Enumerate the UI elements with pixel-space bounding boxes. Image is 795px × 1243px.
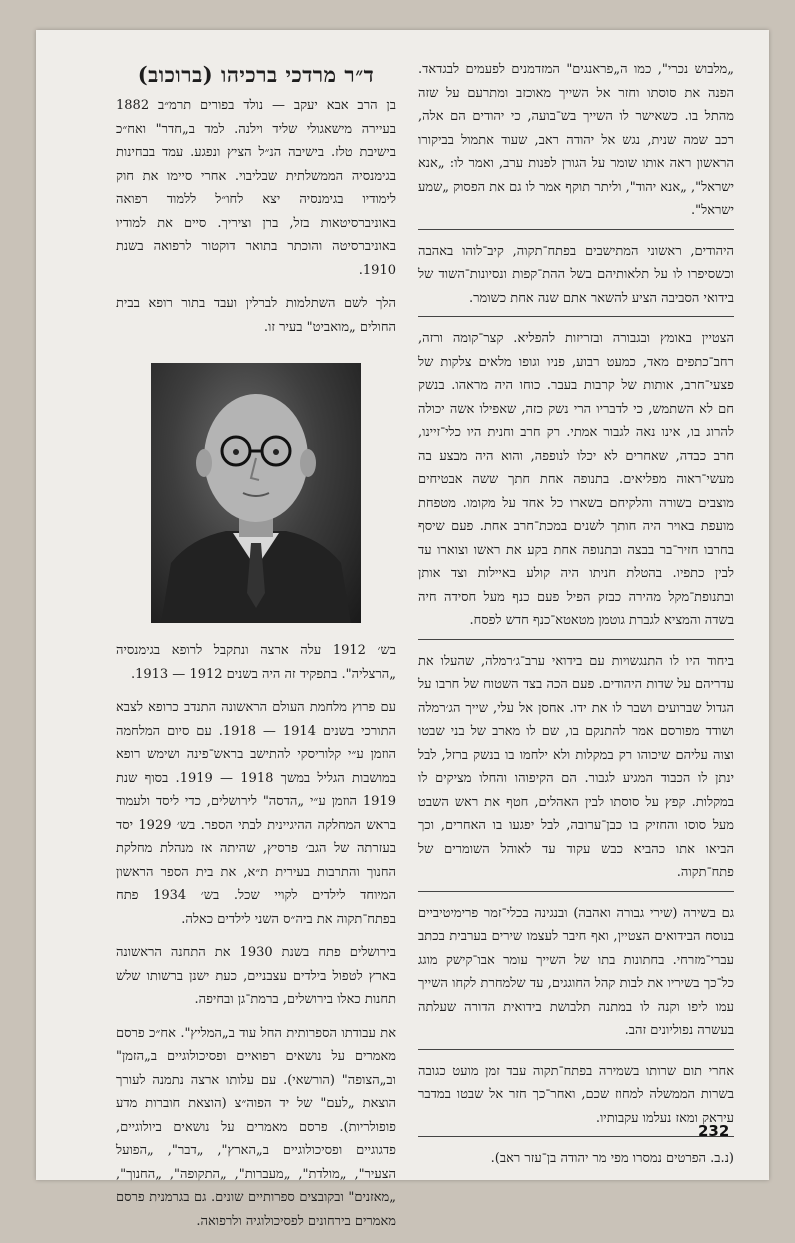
paragraph: גם בשירה (שירי גבורה ואהבה) ובנגינה בכלי־זמר פרימיטיביים בנוסח הבידואים הצטיין, ואף חיבר לעצמו שירים בערבית בכתב עברי־מזרחי. בחתונות בתו של השייך עומר אבו־קישק מוגג כל־כך בשיריו את לבות קהל החוגגים, עד שלמחרת לקחו השייך עמו ליפו וקנה לו במתנה תלבושת בידואית הדורה שעלתה בעשרה נפוליונים זהב.	[418, 902, 734, 1050]
portrait-illustration	[151, 363, 361, 623]
paragraph: הצטיין באומץ ובגבורה ובזריזות להפליא. קצר־קומה ורזה, רחב־כתפים מאד, כמעט רבוע, פניו וגופו מלאים צלקות של פצעי־חרב, אותות של קרבות בעבר. כוחו היה מראהו. בנשק חם לא השתמש, כי לדבריו הרי נשק כזה, שאפילו אשה יכולה להרוג בו, אינו נאה לגבור אמתי. רק חרב וחנית היו כלי־זיינו, חרב כבדה, שאחרים לא יכלו לנופפה, והוא היה מבצע בה מעשי־ראוה מפליאים. בתנופה אחת חתך ששה אבטיחים מוצבים בשורה והלקיחם בשארו כל אחד על מקומו. מטפחת מועפת באויר היה חותך לשנים במכת־חרב אחת. פעם שיסף בחרבו חזיר־בר בבצה ובתנופה אחת בקע את ראשו וצוארו עד לבין כתפיו. בהטלת חניתו היה קולע באיילות וצד אותן ובתנופת־מקל מהירה כבזק הפיל פעם כנף מעל חסידה חיה בשדה והמציא לגברת גוטמן מטאטא־כנף חדש לפסח.	[418, 327, 734, 640]
paragraph: ביחוד היו לו התנגשויות עם בידואי ערב־ג׳רמלה, שהעלו את עדריהם על שדות היהודים. פעם הכה בצד השטוח של חרבו על הגדול שברועים ושבר לו את ידו. אחסן אל עלי, שייך הג׳רמלה ושודד מפורסם אמר להתנקם בו, שם לו מארב של בני שבטו וצוה עליהם שיכוהו רק במקלות ולא ילחמו בו בנשק ברזל, לבל ינתן לו הכבוד המגיע לגבור. הם הקיפוהו והחלו מציקים לו במקלות. קפץ על סוסתו לבין האהלים, חטף את ראש השבט מעל סוסו והחזיק בו כבן־ערובה, לבל יפגעו בו האחרים, וכך הביאו אתו כהביא כבש עקוד עד לאוהל השומרים של פתח־תקוה.	[418, 650, 734, 892]
paragraph: הלך לשם השתלמות לברלין ועבד בתור רופא בבית החולים „מואביט" בעיר זו.	[116, 296, 396, 335]
paragraph: את עבודתו הספרותית החל עוד ב„המליץ". אח״כ פרסם מאמרים על נושאים רפואיים ופסיכולוגיים ב„הזמן" וב„הצופה" (הורשאי). עם עלותו ארצה נתמנה לעורך הוצאת „לעם" של יד הפוה״צ (הוצאת חוברות מדע פופולריות). פרסם מאמרים על נושאים ביולוגיים, פדגוגיים ופסיכולוגיים ב„הארץ", „דבר", „הפועל הצעיר", „מולדת", „מעברות", „התקופה", „החנוך", „מאזנים" ובקובצים ספרותיים שונים. גם בגרמנית פרסם מאמרים בירחונים לפסיכולוגיה ולרפואה.	[116, 1025, 396, 1229]
page-number: 232	[698, 1122, 730, 1140]
paragraph: היהודים, ראשוני המתישבים בפתח־תקוה, קיב־לוהו באהבה וכשסיפרו לו על תלאותיהם בשל ההת־קפות ונסיונות־השוד של בידואי הסביבה הציע להשאר אתם שנה אחת כשומר.	[418, 240, 734, 318]
document-page	[36, 30, 769, 1229]
paragraph: בירושלים פתח בשנת 1930 את התחנה הראשונה בארץ לטפול בילדים עצבניים, כעת ישנן ברשותו שלש תחנות כאלו בירושלים, ברמת־גן ובחיפה.	[116, 945, 396, 1007]
paragraph: בן הרב אבא יעקב — נולד בפורים תרמ״ב 1882 בעיירה מישאגולי שליד וילנה. למד ב„חדר" ואח״כ בישיבת טלז. בישיבה הנ״ל הציץ ונפגע. עמד בבחינות בגימנסיה הממשלתית שבליבוי. אחרי סיימו את חוק לימודיו בגימנסיה יצא לחו״ל ללמוד רפואה באוניברסיטאות בזל, ברן וציריך. סיים את למודיו באוניברסיטה והוכתר בתואר דוקטור לרפואה בשנת 1910.	[116, 98, 396, 278]
paragraph: „מלבוש נכרי", כמו ה„פראנגים" המזדמנים לפעמים לבגדאד. הפנה את סוסתו וחזר אל השייך מאוכזב ומתרעם על שזה מהתל בו. כשאישר לו השייך בש־בועה, כי יהודים הם אלה, רכב שמה שנית, נגש אל יהודה ראב, שעוד אתמול בביקורו הראשון ראה אותו שומר על הגורן לפנות ערב, ואמר לו: „אנא ישראל", „אנא יהוד", וליתר תוקף אמר לו גם את הפסוק „שמע ישראל".	[418, 58, 734, 230]
paragraph: בש׳ 1912 עלה ארצה ונתקבל לרופא בגימנסיה „הרצליה". בתפקיד זה היה בשנים 1912 — 1913.	[116, 643, 396, 682]
paragraph: עם פרוץ מלחמת העולם הראשונה התנדב כרופא לצבא התורכי בשנים 1914 — 1918. עם סיום המלחמה הוזמן ע״י קלוריסקי להתישב בראש־פינה ושימש רופא במושבות הגליל במשך 1918 — 1919. בסוף שנת 1919 הוזמן ע״י „הדסה" לירושלים, כדי ליסד ולעמוד בראש המחלקה ההיגיינית לבתי הספר. בש׳ 1929 יסד בעזרתה של הגב׳ פרסיץ, שהיתה אז מנהלת מחלקת החנוך והתרבות בעירית ת״א, את בית הספר הראשון המיוחד לילדים לקויי שכל. בש׳ 1934 פתח בפתח־תקוה את ביה״ס השני לילדים כאלה.	[116, 700, 397, 927]
left-column	[116, 58, 396, 1243]
right-column	[418, 58, 734, 1181]
portrait-photo	[151, 363, 361, 623]
article-title: ד״ר מרדכי ברכיהו (ברוכוב)	[137, 62, 375, 87]
source-note: (נ.ב. הפרטים נמסרו מפי מר יהודה בן־עזר ראב).	[490, 1151, 734, 1166]
paragraph: אחרי תום שרותו בשמירה בפתח־תקוה עבד זמן מועט כגובה בשרות הממשלה למחוז שכם, ואחר־כך חזר אל שבטו במדבר עיראק ומאז נעלמו עקבותיו.	[418, 1060, 734, 1138]
